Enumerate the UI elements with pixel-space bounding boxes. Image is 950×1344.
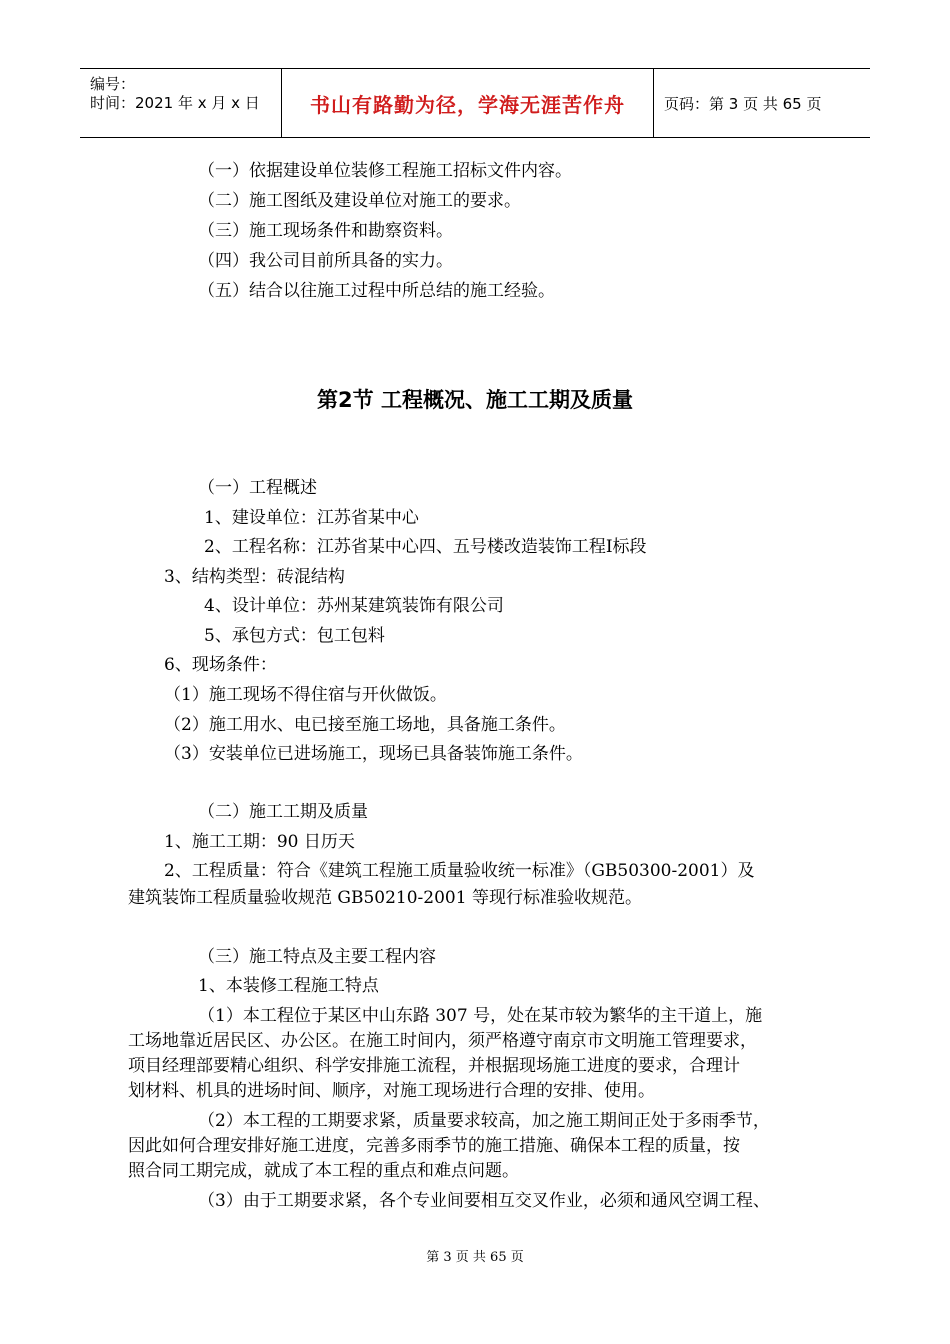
overview-item: （1）施工现场不得住宿与开伙做饭。 — [164, 685, 447, 705]
schedule-item: 1、施工工期：90 日历天 — [164, 832, 355, 852]
page-footer: 第 3 页 共 65 页 — [426, 1250, 524, 1265]
features-item: 工场地靠近居民区、办公区。在施工时间内，须严格遵守南京市文明施工管理要求， — [128, 1031, 757, 1051]
motto-text: 书山有路勤为径，学海无涯苦作舟 — [310, 92, 625, 117]
overview-item: 6、现场条件： — [164, 655, 277, 675]
intro-item: （二）施工图纸及建设单位对施工的要求。 — [198, 191, 521, 211]
schedule-heading: （二）施工工期及质量 — [198, 802, 368, 822]
schedule-item: 建筑装饰工程质量验收规范 GB50210-2001 等现行标准验收规范。 — [128, 888, 642, 908]
features-item: 项目经理部要精心组织、科学安排施工流程，并根据现场施工进度的要求，合理计 — [128, 1056, 740, 1076]
features-item: （3）由于工期要求紧，各个专业间要相互交叉作业，必须和通风空调工程、 — [198, 1191, 770, 1211]
time-label: 时间：2021 年 x 月 x 日 — [90, 94, 260, 112]
header-table — [80, 68, 870, 138]
header-meta-cell — [80, 69, 282, 137]
features-item: （2）本工程的工期要求紧，质量要求较高，加之施工期间正处于多雨季节， — [198, 1111, 770, 1131]
overview-item: 3、结构类型：砖混结构 — [164, 567, 345, 587]
overview-item: 5、承包方式：包工包料 — [204, 626, 385, 646]
features-heading: （三）施工特点及主要工程内容 — [198, 947, 436, 967]
features-item: （1）本工程位于某区中山东路 307 号，处在某市较为繁华的主干道上，施 — [198, 1006, 763, 1026]
overview-item: （2）施工用水、电已接至施工场地，具备施工条件。 — [164, 715, 566, 735]
features-item: 划材料、机具的进场时间、顺序，对施工现场进行合理的安排、使用。 — [128, 1081, 655, 1101]
header-page-cell — [654, 69, 870, 137]
header-motto-cell — [282, 69, 654, 137]
intro-item: （三）施工现场条件和勘察资料。 — [198, 221, 453, 241]
page-code: 页码：第 3 页 共 65 页 — [664, 94, 822, 113]
features-item: 1、本装修工程施工特点 — [198, 976, 379, 996]
overview-item: 4、设计单位：苏州某建筑装饰有限公司 — [204, 596, 504, 616]
overview-item: （3）安装单位已进场施工，现场已具备装饰施工条件。 — [164, 744, 583, 764]
intro-item: （一）依据建设单位装修工程施工招标文件内容。 — [198, 161, 572, 181]
overview-item: 1、建设单位：江苏省某中心 — [204, 508, 419, 528]
features-item: 因此如何合理安排好施工进度，完善多雨季节的施工措施、确保本工程的质量，按 — [128, 1136, 740, 1156]
intro-item: （四）我公司目前所具备的实力。 — [198, 251, 453, 271]
overview-heading: （一）工程概述 — [198, 478, 317, 498]
number-label: 编号： — [90, 75, 136, 93]
intro-item: （五）结合以往施工过程中所总结的施工经验。 — [198, 281, 555, 301]
section-title: 第2节 工程概况、施工工期及质量 — [317, 388, 633, 412]
schedule-item: 2、工程质量：符合《建筑工程施工质量验收统一标准》（GB50300-2001）及 — [164, 861, 755, 881]
features-item: 照合同工期完成，就成了本工程的重点和难点问题。 — [128, 1161, 519, 1181]
overview-item: 2、工程名称：江苏省某中心四、五号楼改造装饰工程Ⅰ标段 — [204, 537, 647, 557]
